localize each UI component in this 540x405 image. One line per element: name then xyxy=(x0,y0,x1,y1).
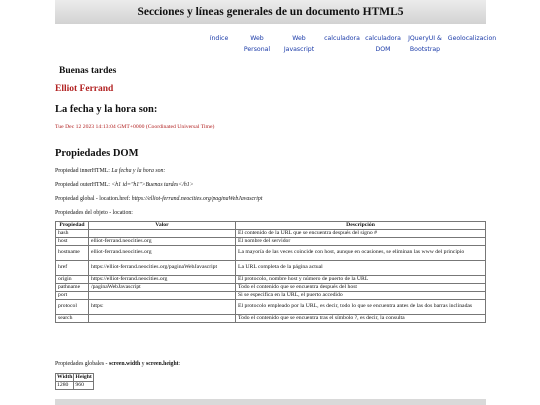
col-header-valor: Valor xyxy=(89,222,236,230)
cell-prop: origin xyxy=(56,275,89,283)
cell-value: https: xyxy=(89,299,236,314)
main-content xyxy=(55,60,486,405)
table-row xyxy=(56,299,486,314)
cell-desc: La mayoría de las veces coincide con host, aunque en ocasiones, se eliminan las www del principio xyxy=(236,245,486,260)
nav-link-indice[interactable]: índice xyxy=(209,35,229,42)
cell-desc: El contenido de la URL que se encuentra después del signo # xyxy=(236,229,486,237)
href-value: https://elliot-ferrand.neocities.org/paginaWebJavascript xyxy=(131,196,263,202)
nav-link-calculadora[interactable]: calculadora xyxy=(324,35,360,42)
href-label: Propiedad global - location.href: xyxy=(55,196,132,202)
screen-height-label: screen.height xyxy=(146,361,179,367)
table-row xyxy=(56,237,486,245)
cell-value: /paginaWebJavascript xyxy=(89,283,236,291)
author-name: Elliot Ferrand xyxy=(55,84,114,94)
table-row xyxy=(56,260,486,275)
outerhtml-label: Propiedad outerHTML: xyxy=(55,182,112,188)
cell-prop: hash xyxy=(56,229,89,237)
cell-desc: Todo el contenido que se encuentra después del host xyxy=(236,283,486,291)
screen-label-prefix: Propiedades globales - xyxy=(55,361,109,367)
table-row xyxy=(56,283,486,291)
cell-desc: El protocolo empleado por la URL, es decir, todo lo que se encuentra antes de las dos barras inclinadas xyxy=(236,299,486,314)
screen-label-colon: : xyxy=(178,361,181,367)
nav-link-geolocalizacion[interactable]: Geolocalizacion xyxy=(447,35,497,42)
cell-value: elliot-ferrand.neocities.org xyxy=(89,237,236,245)
greeting-heading: Buenas tardes xyxy=(59,66,117,76)
cell-height: 960 xyxy=(74,382,93,390)
innerhtml-label: Propiedad innerHTML: xyxy=(55,168,112,174)
datetime-heading: La fecha y la hora son: xyxy=(55,104,158,115)
screen-table xyxy=(55,373,94,390)
innerhtml-value: La fecha y la hora son: xyxy=(111,168,166,174)
cell-prop: port xyxy=(56,291,89,299)
cell-prop: hostname xyxy=(56,245,89,260)
location-table xyxy=(55,221,486,323)
outerhtml-line xyxy=(55,182,194,188)
cell-desc: El nombre del servidor xyxy=(236,237,486,245)
datetime-value: Tue Dec 12 2023 14:13:04 GMT+0000 (Coordinated Universal Time) xyxy=(55,124,215,130)
cell-prop: protocol xyxy=(56,299,89,314)
main-nav xyxy=(0,31,540,55)
location-label: Propiedades del objeto - location: xyxy=(55,210,133,216)
screen-label xyxy=(55,361,180,367)
cell-value xyxy=(89,314,236,322)
href-line xyxy=(55,196,262,202)
dom-heading: Propiedades DOM xyxy=(55,148,139,159)
col-header-descripcion: Descripción xyxy=(236,222,486,230)
col-header-width: Width xyxy=(57,374,73,380)
cell-prop: host xyxy=(56,237,89,245)
nav-link-jqueryui-bootstrap[interactable]: JQueryUI & Bootstrap xyxy=(408,35,442,53)
table-row xyxy=(56,314,486,322)
table-row xyxy=(56,382,94,390)
table-row xyxy=(56,275,486,283)
col-header-height: Height xyxy=(75,374,92,380)
cell-width: 1280 xyxy=(56,382,74,390)
innerhtml-line xyxy=(55,168,165,174)
page-footer xyxy=(55,399,486,405)
page-title: Secciones y líneas generales de un documento HTML5 xyxy=(137,6,404,18)
cell-desc: Todo el contenido que se encuentra tras el símbolo ?, es decir, la consulta xyxy=(236,314,486,322)
screen-width-label: screen.width xyxy=(108,361,141,367)
table-row xyxy=(56,245,486,260)
cell-desc: Si se especifica en la URL, el puerto accedido xyxy=(236,291,486,299)
cell-value: elliot-ferrand.neocities.org xyxy=(89,245,236,260)
cell-prop: search xyxy=(56,314,89,322)
page-header xyxy=(55,0,486,24)
cell-value: https://elliot-ferrand.neocities.org/paginaWebJavascript xyxy=(89,260,236,275)
col-header-propiedad: Propiedad xyxy=(56,222,89,230)
nav-link-web-personal[interactable]: Web Personal xyxy=(243,35,271,53)
cell-value xyxy=(89,291,236,299)
cell-desc: El protocolo, nombre host y número de puerto de la URL xyxy=(236,275,486,283)
cell-value: https://elliot-ferrand.neocities.org xyxy=(89,275,236,283)
cell-desc: La URL completa de la página actual xyxy=(236,260,486,275)
screen-label-and: y xyxy=(140,361,147,367)
cell-prop: href xyxy=(56,260,89,275)
table-row xyxy=(56,291,486,299)
cell-prop: pathname xyxy=(56,283,89,291)
nav-link-web-javascript[interactable]: Web Javascript xyxy=(283,35,315,53)
outerhtml-value: <h1 id="h1">Buenas tardes</h1> xyxy=(111,182,194,188)
cell-value xyxy=(89,229,236,237)
nav-link-calculadora-dom[interactable]: calculadora DOM xyxy=(365,35,401,53)
table-row xyxy=(56,229,486,237)
